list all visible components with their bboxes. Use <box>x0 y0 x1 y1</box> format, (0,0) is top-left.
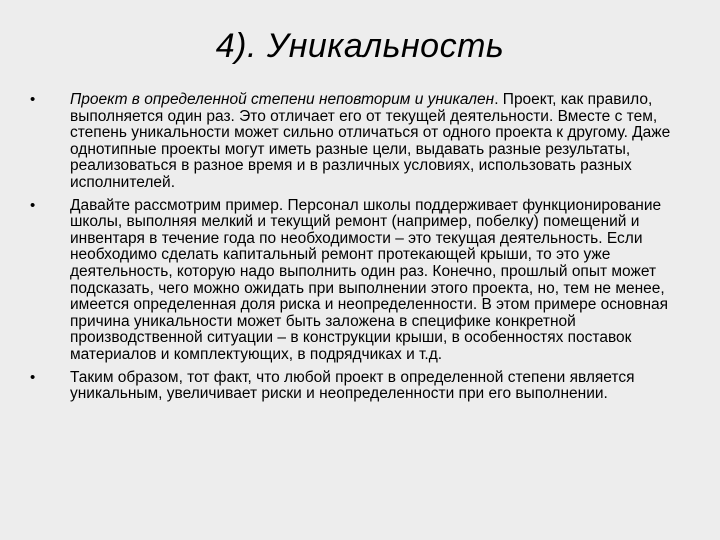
bullet-dot-icon: • <box>30 196 36 214</box>
bullet-dot-icon: • <box>30 368 36 386</box>
bullet-list <box>28 92 688 409</box>
bullet-1-text: . Проект, как правило, выполняется один раз. Это отличает его от текущей деятельности. Вместе с тем, степень уникальности может сильно отличаться от одного проекта к другому. Даже однотипные проекты могут иметь разные цели, выдавать разные результаты, реализоваться в разное время и в различных условиях, использовать разных исполнителей. <box>70 91 671 191</box>
bullet-3-text: Таким образом, тот факт, что любой проект в определенной степени является уникальным, увеличивает риски и неопределенности при его выполнении. <box>70 368 635 403</box>
slide-title: 4). Уникальность <box>215 27 505 65</box>
bullet-1-italic-lead: Проект в определенной степени неповторим и уникален <box>70 91 495 108</box>
bullet-item-3 <box>28 370 688 403</box>
bullet-item-2 <box>28 198 688 364</box>
bullet-item-1 <box>28 92 688 192</box>
bullet-2-text: Давайте рассмотрим пример. Персонал школы поддерживает функционирование школы, выполняя мелкий и текущий ремонт (например, побелку) помещений и инвентаря в течение года по необходимости – это текущая деятельность. Если необходимо сделать капитальный ремонт протекающей крыши, то это уже деятельность, которую надо выполнить один раз. Конечно, прошлый опыт может подсказать, чего можно ожидать при выполнении этого проекта, но, тем не менее, имеется определенная доля риска и неопределенности. В этом примере основная причина уникальности может быть заложена в специфике конкретной производственной ситуации – в конструкции крыши, в особенностях поставок материалов и комплектующих, в подрядчиках и т.д. <box>70 196 669 363</box>
bullet-dot-icon: • <box>30 91 36 108</box>
